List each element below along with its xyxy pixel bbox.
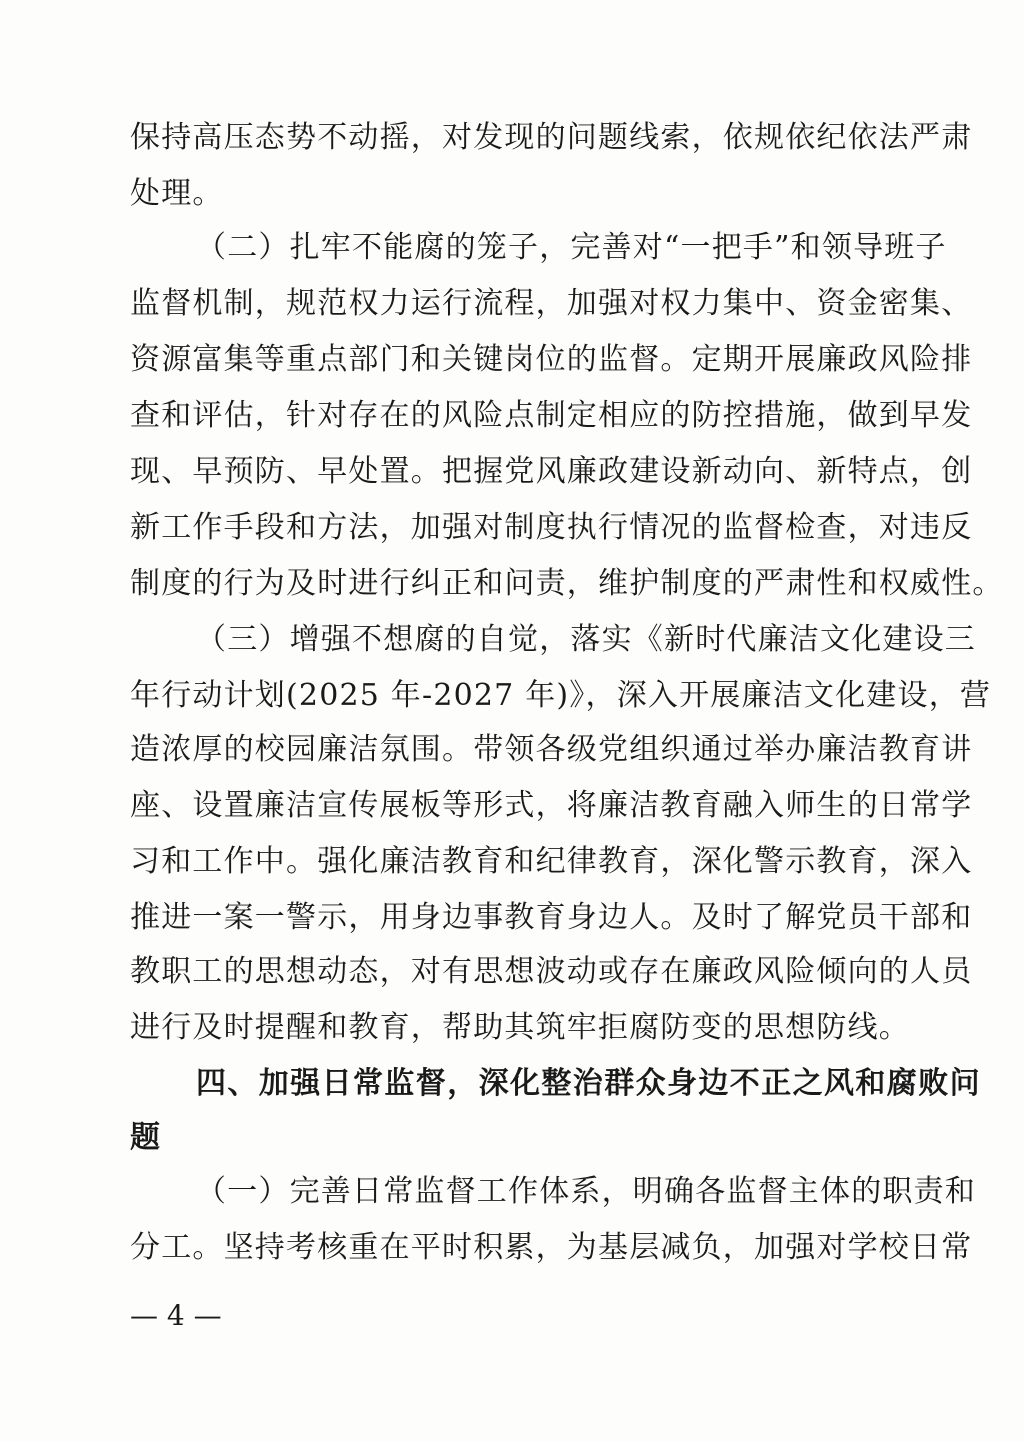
body-line-3: （二）扎牢不能腐的笼子，完善对“一把手”和领导班子 <box>196 230 947 265</box>
section-heading-line-2: 题 <box>130 1120 162 1155</box>
body-line-16: 教职工的思想动态，对有思想波动或存在廉政风险倾向的人员 <box>130 954 973 989</box>
body-line-1: 保持高压态势不动摇，对发现的问题线索，依规依纪依法严肃 <box>130 120 973 155</box>
body-line-10: （三）增强不想腐的自觉，落实《新时代廉洁文化建设三 <box>196 622 976 657</box>
body-line-5: 资源富集等重点部门和关键岗位的监督。定期开展廉政风险排 <box>130 342 973 377</box>
body-line-15: 推进一案一警示，用身边事教育身边人。及时了解党员干部和 <box>130 900 973 935</box>
body-line-11: 年行动计划(2025 年-2027 年)》，深入开展廉洁文化建设，营 <box>130 678 992 713</box>
body-line-12: 造浓厚的校园廉洁氛围。带领各级党组织通过举办廉洁教育讲 <box>130 732 973 767</box>
body-line-13: 座、设置廉洁宣传展板等形式，将廉洁教育融入师生的日常学 <box>130 788 973 823</box>
body-line-2: 处理。 <box>130 176 224 211</box>
body-line-9: 制度的行为及时进行纠正和问责，维护制度的严肃性和权威性。 <box>130 566 1004 601</box>
body-line-6: 查和评估，针对存在的风险点制定相应的防控措施，做到早发 <box>130 398 973 433</box>
body-line-7: 现、早预防、早处置。把握党风廉政建设新动向、新特点，创 <box>130 454 973 489</box>
body-line-14: 习和工作中。强化廉洁教育和纪律教育，深化警示教育，深入 <box>130 844 973 879</box>
body-line-4: 监督机制，规范权力运行流程，加强对权力集中、资金密集、 <box>130 286 973 321</box>
body-line-19: 分工。坚持考核重在平时积累，为基层减负，加强对学校日常 <box>130 1230 973 1265</box>
body-line-17: 进行及时提醒和教育，帮助其筑牢拒腐防变的思想防线。 <box>130 1010 910 1045</box>
body-line-18: （一）完善日常监督工作体系，明确各监督主体的职责和 <box>196 1174 976 1209</box>
page-number: — 4 — <box>130 1299 222 1332</box>
body-line-8: 新工作手段和方法，加强对制度执行情况的监督检查，对违反 <box>130 510 973 545</box>
section-heading-line-1: 四、加强日常监督，深化整治群众身边不正之风和腐败问 <box>196 1066 981 1101</box>
